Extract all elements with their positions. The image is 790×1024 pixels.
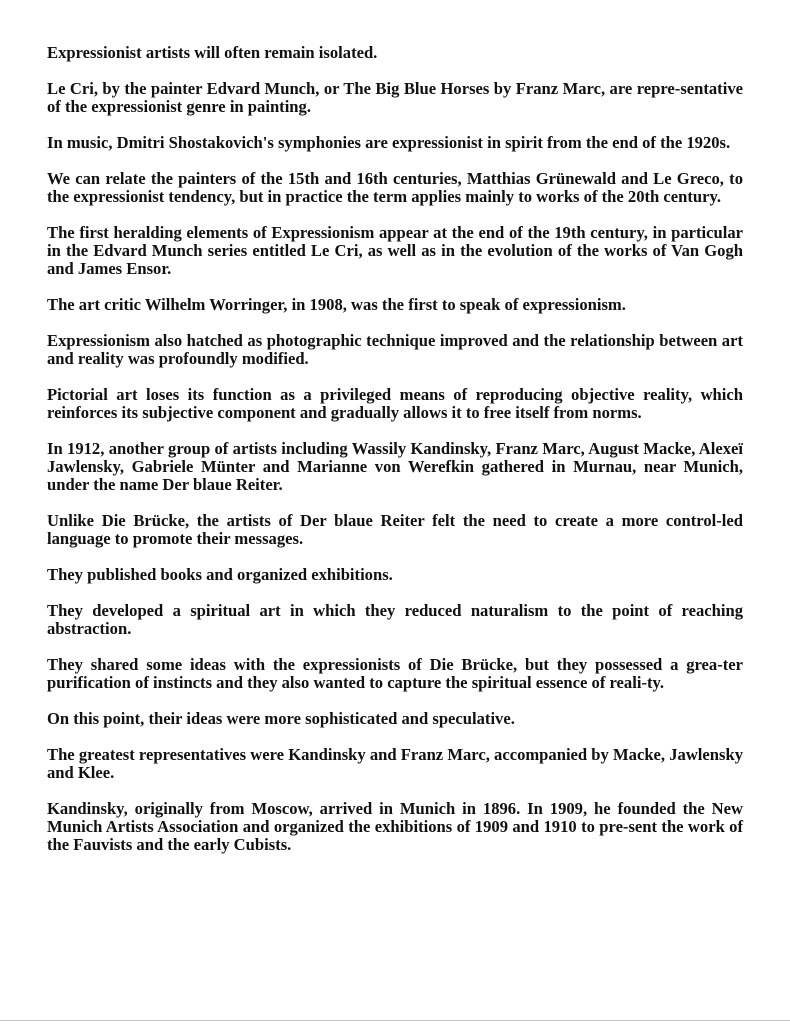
body-text [47,44,743,872]
paragraph: Expressionism also hatched as photographic technique improved and the relationship between art and reality was profoundly modified. [47,331,743,368]
paragraph: They shared some ideas with the expressionists of Die Brücke, but they possessed a grea-ter purification of instincts and they also wanted to capture the spiritual essence of reali-ty. [47,655,743,692]
paragraph: Kandinsky, originally from Moscow, arrived in Munich in 1896. In 1909, he founded the New Munich Artists Association and organized the exhibitions of 1909 and 1910 to pre-sent the work of the Fauvists and the early Cubists. [47,799,743,854]
paragraph: Expressionist artists will often remain isolated. [47,43,378,62]
paragraph: They developed a spiritual art in which they reduced naturalism to the point of reaching abstraction. [47,601,743,638]
paragraph: The greatest representatives were Kandinsky and Franz Marc, accompanied by Macke, Jawlensky and Klee. [47,745,743,782]
paragraph: Unlike Die Brücke, the artists of Der blaue Reiter felt the need to create a more control-led language to promote their messages. [47,511,743,548]
paragraph: On this point, their ideas were more sophisticated and speculative. [47,709,515,728]
paragraph: They published books and organized exhibitions. [47,565,393,584]
paragraph: Pictorial art loses its function as a privileged means of reproducing objective reality, which reinforces its subjective component and gradually allows it to free itself from norms. [47,385,743,422]
paragraph: Le Cri, by the painter Edvard Munch, or The Big Blue Horses by Franz Marc, are repre-sentative of the expressionist genre in painting. [47,79,743,116]
paragraph: The first heralding elements of Expressionism appear at the end of the 19th century, in particular in the Edvard Munch series entitled Le Cri, as well as in the evolution of the works of Van Gogh and James Ensor. [47,223,743,278]
paragraph: In music, Dmitri Shostakovich's symphonies are expressionist in spirit from the end of the 1920s. [47,133,731,152]
page-bottom-rule [0,1020,790,1021]
paragraph: We can relate the painters of the 15th and 16th centuries, Matthias Grünewald and Le Greco, to the expressionist tendency, but in practice the term applies mainly to works of the 20th century. [47,169,743,206]
paragraph: The art critic Wilhelm Worringer, in 1908, was the first to speak of expressionism. [47,295,626,314]
paragraph: In 1912, another group of artists including Wassily Kandinsky, Franz Marc, August Macke, Alexeï Jawlensky, Gabriele Münter and Marianne von Werefkin gathered in Murnau, near Munich, under the name Der blaue Reiter. [47,439,743,494]
